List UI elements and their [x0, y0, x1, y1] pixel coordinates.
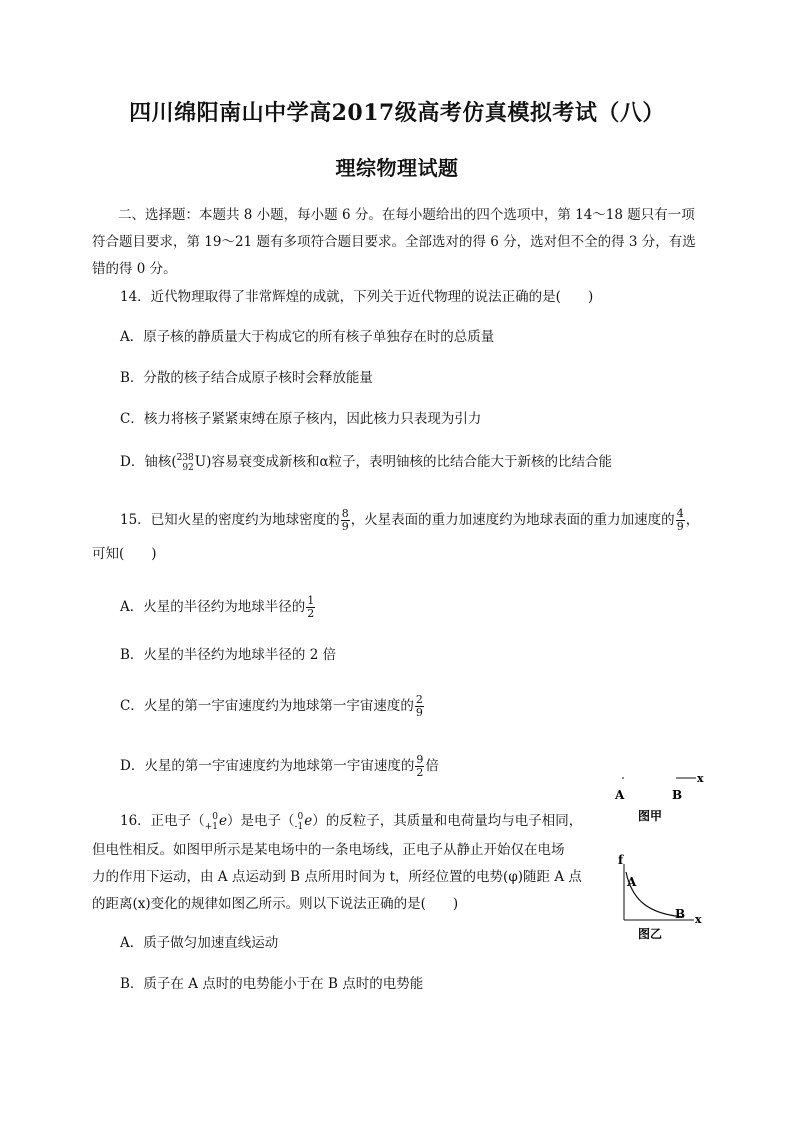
fraction-1-2	[306, 595, 315, 620]
q15-c-text: C．火星的第一宇宙速度约为地球第一宇宙速度的	[120, 698, 414, 714]
q15-stem-part-1: 15．已知火星的密度约为地球密度的	[120, 512, 340, 528]
fraction-numerator: 1	[307, 594, 315, 607]
fraction-4-9	[676, 508, 685, 533]
q16-line-4: 的距离(x)变化的规律如图乙所示。则以下说法正确的是( )	[92, 896, 459, 912]
electron-isotope-prefix	[294, 812, 303, 832]
q15-stem-line-2: 可知( )	[92, 546, 157, 562]
figure-yi	[612, 850, 712, 942]
q14-d-prefix: D．铀核(	[120, 454, 177, 470]
fraction-9-2	[415, 754, 424, 779]
uranium-symbol: U	[194, 454, 207, 470]
exam-title: 四川绵阳南山中学高2017级高考仿真模拟考试（八）	[129, 100, 665, 126]
fraction-denominator: 2	[307, 607, 315, 620]
q14-option-b: B．分散的核子结合成原子核时会释放能量	[120, 370, 373, 386]
q15-d-text: D．火星的第一宇宙速度约为地球第一宇宙速度的	[120, 758, 415, 774]
fraction-numerator: 8	[341, 507, 349, 520]
electron-mass-number: 0	[297, 811, 304, 822]
fraction-8-9	[341, 508, 350, 533]
fig-yi-point-a: A	[627, 875, 637, 889]
intro-line-2: 符合题目要求，第 19～21 题有多项符合题目要求。全部选对的得 6 分，选对但不全的得 3 分，有选	[92, 234, 696, 250]
q15-option-b: B．火星的半径约为地球半径的 2 倍	[120, 647, 337, 663]
fig-yi-point-b: B	[675, 907, 686, 921]
fig-yi-axis-f-label: f	[618, 853, 624, 867]
positron-symbol: e	[218, 813, 227, 829]
uranium-mass-number: 238	[176, 452, 194, 463]
uranium-isotope-prefix	[177, 453, 194, 473]
fraction-denominator: 9	[415, 706, 423, 719]
electron-symbol: e	[304, 813, 313, 829]
intro-line-3: 错的得 0 分。	[92, 261, 177, 277]
q16-line1-part-1: 16．正电子（	[120, 813, 205, 829]
q15-option-a	[120, 595, 316, 620]
q15-stem	[120, 508, 699, 533]
q16-line-1	[120, 810, 582, 832]
q16-line1-part-3: ）的反粒子，其质量和电荷量均与电子相同，	[312, 813, 583, 829]
exam-subtitle: 理综物理试题	[335, 156, 459, 180]
positron-charge-number: +1	[204, 821, 218, 832]
q15-option-d	[120, 754, 439, 779]
uranium-atomic-number: 92	[182, 462, 194, 473]
q14-option-a: A．原子核的静质量大于构成它的所有核子单独存在时的总质量	[120, 329, 495, 345]
q16-option-b: B．质子在 A 点时的电势能小于在 B 点时的电势能	[120, 976, 424, 992]
fig-yi-caption: 图乙	[638, 927, 663, 941]
q15-stem-part-2: ，火星表面的重力加速度约为地球表面的重力加速度的	[350, 512, 675, 528]
q14-option-d	[120, 451, 612, 473]
q15-d-suffix: 倍	[425, 758, 439, 774]
q14-stem: 14．近代物理取得了非常辉煌的成就，下列关于近代物理的说法正确的是( )	[120, 289, 594, 305]
fraction-denominator: 9	[341, 520, 349, 533]
q14-option-c: C．核力将核子紧紧束缚在原子核内，因此核力只表现为引力	[120, 411, 482, 427]
q16-line-2: 但电性相反。如图甲所示是某电场中的一条电场线，正电子从静止开始仅在电场	[92, 842, 565, 858]
q15-a-text: A．火星的半径约为地球半径的	[120, 599, 306, 615]
q15-option-c	[120, 694, 425, 719]
positron-mass-number: 0	[212, 811, 218, 822]
fraction-numerator: 4	[676, 507, 684, 520]
q16-option-a: A．质子做匀加速直线运动	[120, 935, 279, 951]
fig-jia-caption: 图甲	[638, 809, 663, 823]
fig-jia-point-a: A	[615, 788, 625, 802]
q16-line1-part-2: ）是电子（	[226, 813, 295, 829]
fraction-2-9	[415, 694, 424, 719]
intro-line-1: 二、选择题：本题共 8 小题，每小题 6 分。在每小题给出的四个选项中，第 14～18 题只有一项	[118, 207, 695, 223]
q15-stem-part-3: ，	[685, 512, 700, 528]
figure-jia	[608, 768, 718, 828]
fig-jia-point-b: B	[672, 788, 683, 802]
fraction-denominator: 9	[676, 520, 684, 533]
fraction-denominator: 2	[416, 766, 424, 779]
q16-line-3: 力的作用下运动，由 A 点运动到 B 点所用时间为 t，所经位置的电势(φ)随距 A 点	[92, 869, 582, 885]
fig-jia-x-label: x	[697, 772, 704, 785]
electron-charge-number: -1	[294, 821, 304, 832]
fraction-numerator: 9	[416, 753, 424, 766]
positron-isotope-prefix	[205, 812, 218, 832]
q14-d-suffix: )容易衰变成新核和α粒子，表明铀核的比结合能大于新核的比结合能	[206, 454, 613, 470]
fig-yi-x-label: x	[695, 913, 702, 926]
fraction-numerator: 2	[415, 693, 423, 706]
